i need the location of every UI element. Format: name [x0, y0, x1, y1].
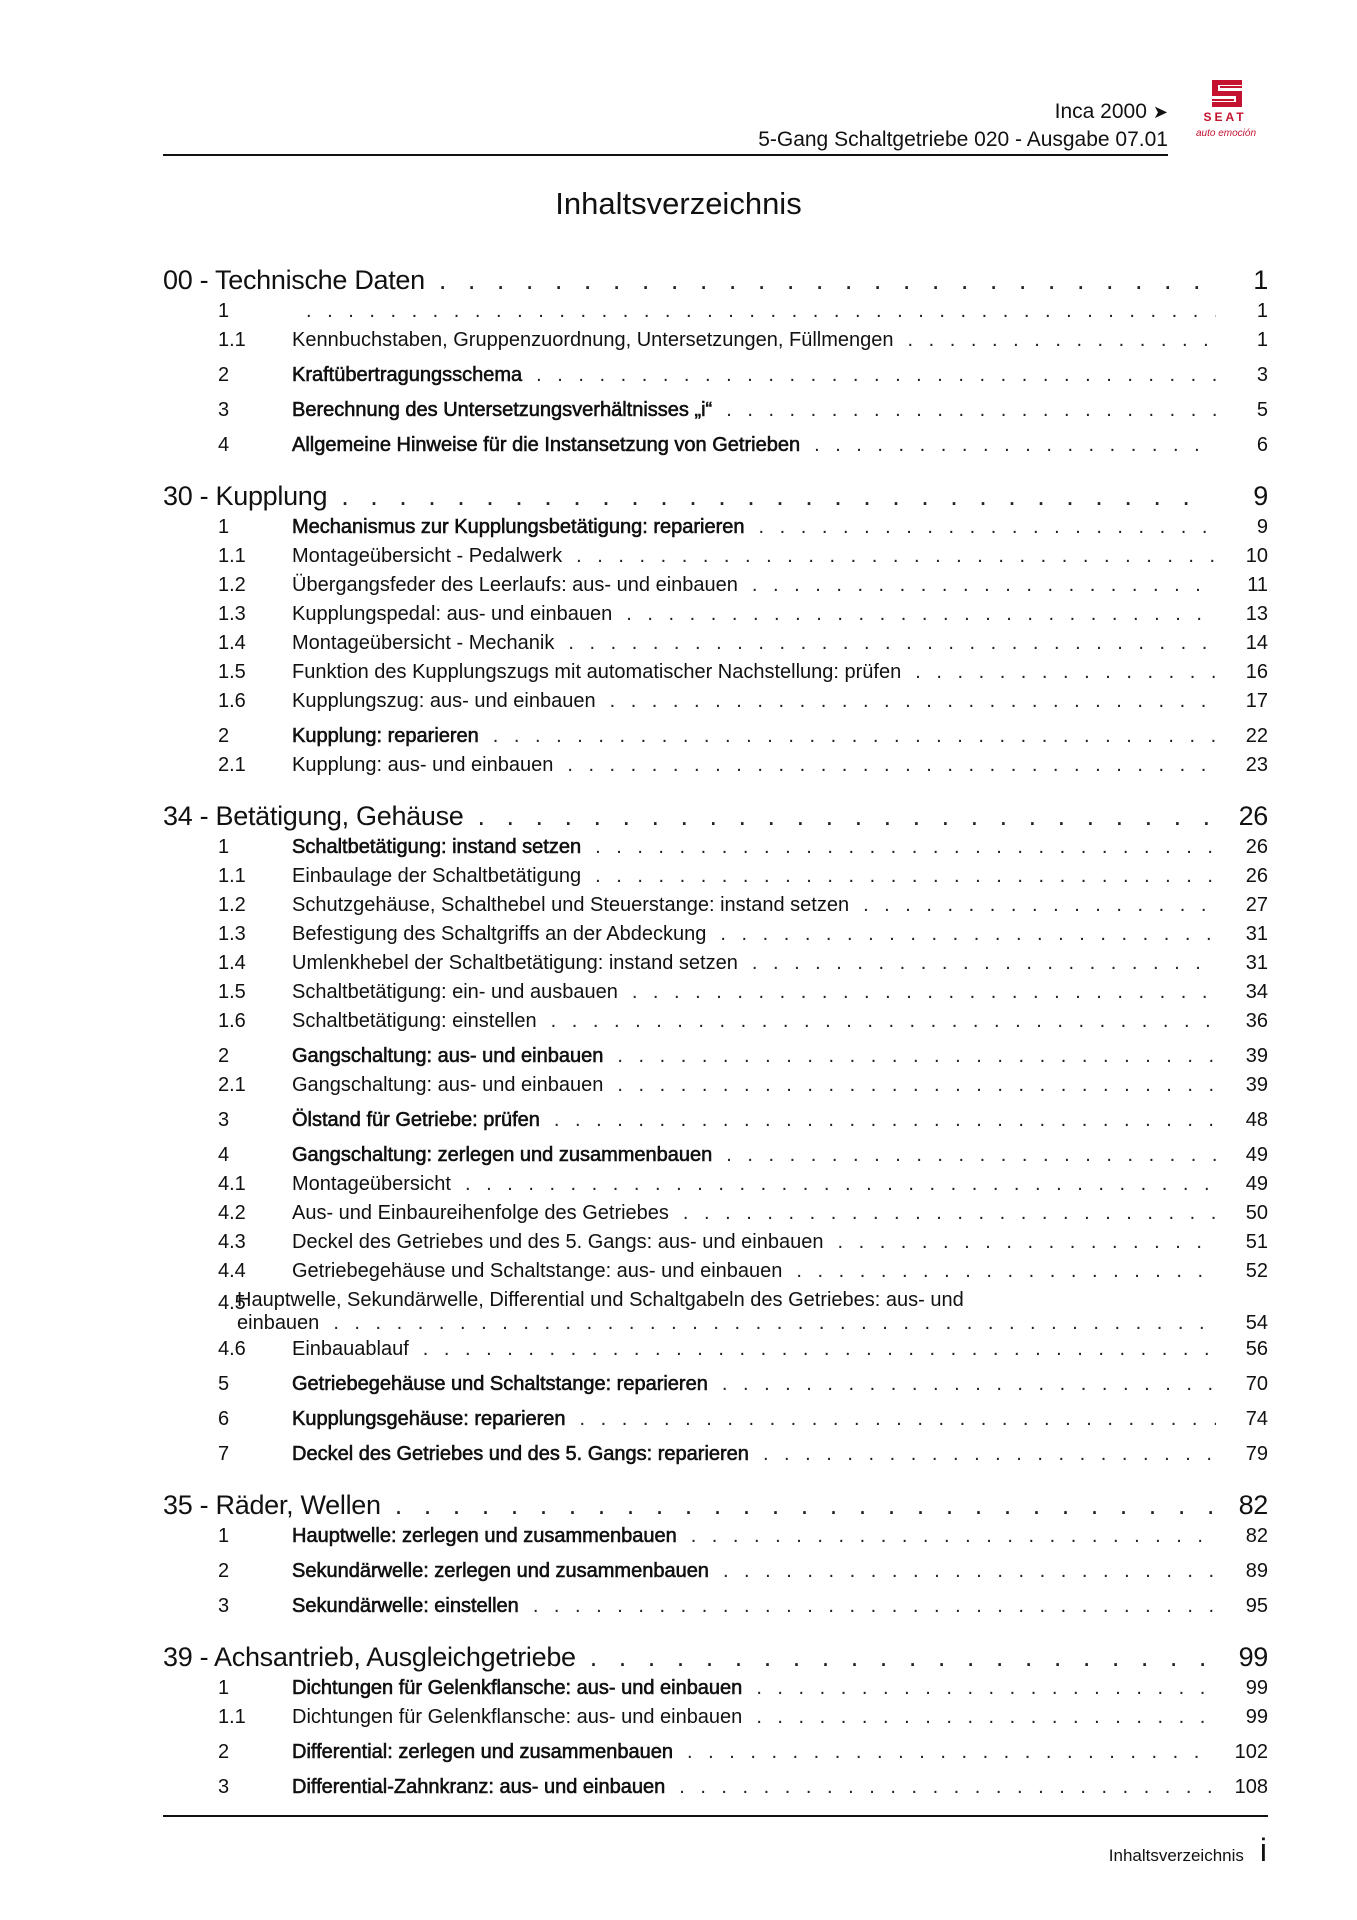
toc-entry-page: 79 — [1245, 1443, 1268, 1465]
toc-entry[interactable] — [163, 1522, 1268, 1551]
dot-leader — [723, 1557, 1216, 1586]
toc-entry-page: 23 — [1245, 754, 1268, 776]
dot-leader — [341, 479, 1212, 513]
toc-entry-number: 4.6 — [218, 1338, 246, 1360]
header-model: Inca 2000 — [1054, 100, 1147, 123]
toc-entry[interactable] — [163, 1335, 1268, 1364]
toc-entry[interactable] — [163, 833, 1268, 862]
toc-entry-page: 99 — [1245, 1677, 1268, 1699]
seat-s-icon — [1176, 80, 1276, 112]
toc-entry-number: 4.3 — [218, 1231, 246, 1253]
dot-leader — [796, 1257, 1216, 1286]
toc-entry-page: 39 — [1245, 1045, 1268, 1067]
toc-entry-number: 1.3 — [218, 603, 246, 625]
toc-entry-page: 17 — [1245, 690, 1268, 712]
dot-leader — [632, 978, 1216, 1007]
toc-entry-title: Kupplungszug: aus- und einbauen — [292, 690, 596, 712]
seat-logo — [1176, 80, 1276, 142]
toc-entry-number: 1.2 — [218, 894, 246, 916]
toc-chapter-page: 1 — [1253, 265, 1268, 295]
toc-entry-title: Umlenkhebel der Schaltbetätigung: instand setzen — [292, 952, 738, 974]
toc-entry-number: 2.1 — [218, 1074, 246, 1096]
dot-leader — [837, 1228, 1216, 1257]
toc-entry[interactable] — [163, 1773, 1268, 1802]
toc-entry[interactable] — [163, 1557, 1268, 1586]
toc-entry-page: 49 — [1245, 1144, 1268, 1166]
toc-entry[interactable] — [163, 1257, 1268, 1286]
dot-leader — [595, 833, 1216, 862]
toc-entry-number: 1.5 — [218, 661, 246, 683]
dot-leader — [590, 1640, 1212, 1674]
toc-entry[interactable] — [163, 1405, 1268, 1434]
toc-entry-title: Getriebegehäuse und Schaltstange: aus- und einbauen — [292, 1260, 783, 1282]
toc-entry[interactable] — [163, 326, 1268, 355]
toc-entry-number: 4.1 — [218, 1173, 246, 1195]
toc-entry-page: 48 — [1245, 1109, 1268, 1131]
toc-entry[interactable] — [163, 1007, 1268, 1036]
toc-entry-page: 5 — [1256, 399, 1268, 421]
dot-leader — [687, 1738, 1216, 1767]
toc-entry[interactable] — [163, 396, 1268, 425]
toc-chapter-page: 99 — [1238, 1642, 1268, 1672]
toc-entry[interactable] — [163, 978, 1268, 1007]
toc-entry-page: 13 — [1245, 603, 1268, 625]
dot-leader — [752, 571, 1216, 600]
page-footer — [1109, 1832, 1267, 1869]
toc-entry-number: 1 — [218, 1677, 230, 1699]
dot-leader — [306, 297, 1216, 326]
toc-entry-page: 26 — [1245, 836, 1268, 858]
toc-entry-number: 1 — [218, 516, 230, 538]
toc-entry-title: Montageübersicht - Mechanik — [292, 632, 555, 654]
toc-entry-title: Aus- und Einbaureihenfolge des Getriebes — [292, 1202, 669, 1224]
toc-entry-number: 3 — [218, 1595, 230, 1617]
dot-leader — [726, 396, 1216, 425]
toc-chapter[interactable] — [163, 479, 1268, 513]
toc-entry[interactable] — [163, 1106, 1268, 1135]
dot-leader — [759, 513, 1217, 542]
dot-leader — [756, 1674, 1216, 1703]
dot-leader — [617, 1042, 1216, 1071]
toc-entry[interactable] — [163, 297, 1268, 326]
toc-entry-page: 39 — [1245, 1074, 1268, 1096]
toc-chapter-title: 34 - Betätigung, Gehäuse — [163, 801, 464, 831]
dot-leader — [595, 862, 1216, 891]
toc-entry-number: 1.5 — [218, 981, 246, 1003]
toc-entry-number: 1.2 — [218, 574, 246, 596]
dot-leader — [465, 1170, 1216, 1199]
toc-entry-number: 4.4 — [218, 1260, 246, 1282]
toc-entry-page: 14 — [1245, 632, 1268, 654]
toc-chapter[interactable] — [163, 799, 1268, 833]
dot-leader — [679, 1773, 1216, 1802]
arrow-right-icon: ➤ — [1152, 102, 1168, 122]
toc-entry-page: 3 — [1256, 364, 1268, 386]
dot-leader — [493, 722, 1216, 751]
toc-entry[interactable] — [163, 862, 1268, 891]
toc-entry-number: 3 — [218, 1776, 230, 1798]
toc-entry-page: 49 — [1245, 1173, 1268, 1195]
toc-entry-page: 1 — [1256, 329, 1268, 351]
toc-entry-number: 1.6 — [218, 1010, 246, 1032]
toc-entry-number: 4.2 — [218, 1202, 246, 1224]
toc-entry-title: Montageübersicht - Pedalwerk — [292, 545, 563, 567]
toc-entry-title: Differential: zerlegen und zusammenbauen — [292, 1741, 673, 1763]
toc-entry-page: 31 — [1245, 952, 1268, 974]
logo-slogan: auto emoción — [1195, 128, 1257, 139]
toc-entry[interactable] — [163, 571, 1268, 600]
toc-entry-number: 2 — [218, 1560, 230, 1582]
toc-entry[interactable] — [163, 1199, 1268, 1228]
toc-entry-number: 5 — [218, 1373, 230, 1395]
toc-entry-number: 1.4 — [218, 632, 246, 654]
toc-entry-number: 4 — [218, 1144, 230, 1166]
toc-entry-number: 1.1 — [218, 1706, 246, 1728]
dot-leader — [763, 1440, 1216, 1469]
toc-entry[interactable] — [163, 1071, 1268, 1100]
dot-leader — [691, 1522, 1216, 1551]
dot-leader — [423, 1335, 1216, 1364]
toc-entry[interactable] — [163, 629, 1268, 658]
dot-leader — [626, 600, 1216, 629]
toc-entry-page: 9 — [1256, 516, 1268, 538]
dot-leader — [568, 629, 1216, 658]
dot-leader — [551, 1007, 1216, 1036]
toc-entry[interactable] — [163, 361, 1268, 390]
toc-entry[interactable] — [163, 542, 1268, 571]
dot-leader — [752, 949, 1216, 978]
toc-entry-page: 95 — [1245, 1595, 1268, 1617]
toc-entry-number: 1 — [218, 300, 230, 322]
toc-entry-title: Ölstand für Getriebe: prüfen — [292, 1109, 540, 1131]
toc-entry-number: 2 — [218, 364, 230, 386]
toc-entry-page: 11 — [1247, 574, 1268, 596]
toc-entry-page: 54 — [1245, 1312, 1268, 1334]
toc-entry-title: Sekundärwelle: zerlegen und zusammenbauen — [292, 1560, 709, 1582]
toc-entry[interactable] — [163, 1674, 1268, 1703]
toc-chapter-title: 30 - Kupplung — [163, 481, 328, 511]
toc-entry-number: 7 — [218, 1443, 230, 1465]
toc-entry[interactable] — [163, 891, 1268, 920]
toc-entry-page: 56 — [1245, 1338, 1268, 1360]
toc-entry[interactable] — [163, 1141, 1268, 1170]
footer-divider — [163, 1815, 1268, 1817]
toc-entry-number: 3 — [218, 1109, 230, 1131]
toc-entry-page: 6 — [1256, 434, 1268, 456]
toc-entry-title: Funktion des Kupplungszugs mit automatischer Nachstellung: prüfen — [292, 661, 902, 683]
toc-chapter-title: 35 - Räder, Wellen — [163, 1490, 381, 1520]
toc-entry-title: Dichtungen für Gelenkflansche: aus- und einbauen — [292, 1677, 743, 1699]
dot-leader — [683, 1199, 1216, 1228]
toc-entry-page: 1 — [1256, 300, 1268, 322]
toc-entry[interactable] — [163, 949, 1268, 978]
dot-leader — [478, 799, 1212, 833]
dot-leader — [395, 1488, 1212, 1522]
toc-entry[interactable] — [163, 1738, 1268, 1767]
toc-entry[interactable] — [163, 1592, 1268, 1621]
toc-entry-title: Gangschaltung: zerlegen und zusammenbauen — [292, 1144, 713, 1166]
toc-entry-page: 102 — [1234, 1741, 1268, 1763]
dot-leader — [567, 751, 1216, 780]
toc-entry-title: Kraftübertragungsschema — [292, 364, 523, 386]
toc-entry[interactable] — [163, 1703, 1268, 1732]
header-divider — [163, 154, 1168, 156]
toc-entry-title: Hauptwelle, Sekundärwelle, Differential und Schaltgabeln des Getriebes: aus- und — [237, 1289, 964, 1311]
toc-entry-title: Einbaulage der Schaltbetätigung — [292, 865, 582, 887]
toc-entry-page: 50 — [1245, 1202, 1268, 1224]
toc-entry-title: Berechnung des Untersetzungsverhältnisses „i“ — [292, 399, 713, 421]
toc-entry-continuation — [237, 1312, 1268, 1335]
toc-entry[interactable] — [163, 920, 1268, 949]
toc-entry-title: Dichtungen für Gelenkflansche: aus- und einbauen — [292, 1706, 743, 1728]
dot-leader — [915, 658, 1216, 687]
toc-entry[interactable] — [163, 600, 1268, 629]
toc-chapter-title: 00 - Technische Daten — [163, 265, 425, 295]
table-of-contents — [163, 263, 1268, 1802]
dot-leader — [720, 920, 1216, 949]
toc-entry-number: 1.1 — [218, 329, 246, 351]
toc-entry-title: Kupplungspedal: aus- und einbauen — [292, 603, 613, 625]
toc-entry-number: 4 — [218, 434, 230, 456]
toc-entry-page: 52 — [1245, 1260, 1268, 1282]
toc-entry-title: Schaltbetätigung: instand setzen — [292, 836, 582, 858]
toc-entry-title: Kennbuchstaben, Gruppenzuordnung, Untersetzungen, Füllmengen — [292, 329, 894, 351]
toc-entry-page: 51 — [1245, 1231, 1268, 1253]
dot-leader — [814, 431, 1216, 460]
footer-page-number: i — [1259, 1832, 1267, 1868]
page-header — [163, 96, 1168, 156]
dot-leader — [580, 1405, 1216, 1434]
dot-leader — [576, 542, 1216, 571]
toc-entry-number: 4.5 — [218, 1292, 246, 1314]
toc-chapter[interactable] — [163, 1640, 1268, 1674]
toc-entry[interactable] — [163, 658, 1268, 687]
toc-entry-title: Kupplungsgehäuse: reparieren — [292, 1408, 566, 1430]
toc-entry-title: Befestigung des Schaltgriffs an der Abdeckung — [292, 923, 707, 945]
toc-entry[interactable] — [163, 431, 1268, 460]
toc-entry-number: 3 — [218, 399, 230, 421]
toc-chapter[interactable] — [163, 1488, 1268, 1522]
dot-leader — [722, 1370, 1216, 1399]
toc-entry[interactable] — [163, 751, 1268, 780]
toc-entry-title: Mechanismus zur Kupplungsbetätigung: reparieren — [292, 516, 745, 538]
toc-entry-number: 1.1 — [218, 865, 246, 887]
toc-entry-number: 2 — [218, 1045, 230, 1067]
toc-entry[interactable] — [163, 1440, 1268, 1469]
toc-entry-title: Hauptwelle: zerlegen und zusammenbauen — [292, 1525, 677, 1547]
dot-leader — [726, 1141, 1216, 1170]
toc-entry-page: 89 — [1245, 1560, 1268, 1582]
dot-leader — [439, 263, 1212, 297]
toc-entry-number: 1.3 — [218, 923, 246, 945]
toc-entry-page: 10 — [1245, 545, 1268, 567]
toc-chapter-page: 26 — [1238, 801, 1268, 831]
toc-entry-number: 1 — [218, 1525, 230, 1547]
dot-leader — [536, 361, 1216, 390]
toc-entry-number: 2.1 — [218, 754, 246, 776]
toc-entry-title: Kupplung: aus- und einbauen — [292, 754, 554, 776]
dot-leader — [610, 687, 1216, 716]
logo-text: SEAT — [1203, 110, 1247, 124]
toc-entry[interactable] — [163, 1286, 1268, 1335]
toc-entry-page: 27 — [1245, 894, 1268, 916]
toc-entry[interactable] — [163, 1170, 1268, 1199]
toc-chapter-title: 39 - Achsantrieb, Ausgleichgetriebe — [163, 1642, 576, 1672]
toc-chapter-page: 9 — [1253, 481, 1268, 511]
toc-entry-title: Deckel des Getriebes und des 5. Gangs: reparieren — [292, 1443, 749, 1465]
toc-entry-title: Sekundärwelle: einstellen — [292, 1595, 519, 1617]
toc-entry-title: Getriebegehäuse und Schaltstange: reparieren — [292, 1373, 708, 1395]
toc-entry-number: 1.4 — [218, 952, 246, 974]
toc-entry-page: 99 — [1245, 1706, 1268, 1728]
toc-entry-number: 1 — [218, 836, 230, 858]
dot-leader — [908, 326, 1216, 355]
footer-label: Inhaltsverzeichnis — [1108, 1846, 1244, 1865]
toc-entry-page: 74 — [1245, 1408, 1268, 1430]
toc-entry-title: Montageübersicht — [292, 1173, 451, 1195]
toc-entry[interactable] — [163, 513, 1268, 542]
dot-leader — [863, 891, 1216, 920]
toc-entry-title: Allgemeine Hinweise für die Instansetzung von Getrieben — [292, 434, 801, 456]
toc-entry-page: 34 — [1245, 981, 1268, 1003]
toc-entry-title: Differential-Zahnkranz: aus- und einbauen — [292, 1776, 666, 1798]
toc-entry-title-cont: einbauen — [237, 1312, 320, 1334]
toc-entry-page: 31 — [1245, 923, 1268, 945]
dot-leader — [554, 1106, 1216, 1135]
toc-entry-title: Schaltbetätigung: ein- und ausbauen — [292, 981, 618, 1003]
toc-entry-title: Kupplung: reparieren — [292, 725, 479, 747]
toc-chapter[interactable] — [163, 263, 1268, 297]
toc-entry-page: 26 — [1245, 865, 1268, 887]
dot-leader — [333, 1312, 1216, 1335]
toc-entry-number: 2 — [218, 1741, 230, 1763]
toc-entry-title: Gangschaltung: aus- und einbauen — [292, 1074, 604, 1096]
toc-entry-title: Deckel des Getriebes und des 5. Gangs: aus- und einbauen — [292, 1231, 824, 1253]
toc-entry-number: 2 — [218, 725, 230, 747]
page-title: Inhaltsverzeichnis — [555, 186, 802, 221]
toc-entry-page: 108 — [1234, 1776, 1268, 1798]
toc-chapter-page: 82 — [1238, 1490, 1268, 1520]
dot-leader — [533, 1592, 1216, 1621]
toc-entry[interactable] — [163, 1228, 1268, 1257]
toc-entry[interactable] — [163, 687, 1268, 716]
toc-entry-page: 36 — [1245, 1010, 1268, 1032]
header-model-line — [1055, 100, 1168, 124]
toc-entry-number: 1.1 — [218, 545, 246, 567]
toc-entry-title: Schaltbetätigung: einstellen — [292, 1010, 537, 1032]
toc-entry-title: Gangschaltung: aus- und einbauen — [292, 1045, 604, 1067]
toc-entry-number: 1.6 — [218, 690, 246, 712]
toc-entry-title: Schutzgehäuse, Schalthebel und Steuerstange: instand setzen — [292, 894, 850, 916]
header-subtitle: 5-Gang Schaltgetriebe 020 - Ausgabe 07.01 — [758, 128, 1168, 151]
toc-entry[interactable] — [163, 1370, 1268, 1399]
toc-entry-page: 70 — [1245, 1373, 1268, 1395]
toc-entry-page: 16 — [1245, 661, 1268, 683]
toc-entry[interactable] — [163, 722, 1268, 751]
dot-leader — [756, 1703, 1216, 1732]
toc-entry-number: 6 — [218, 1408, 230, 1430]
toc-entry-page: 22 — [1245, 725, 1268, 747]
toc-entry[interactable] — [163, 1042, 1268, 1071]
toc-entry-page: 82 — [1245, 1525, 1268, 1547]
toc-entry-title: Einbauablauf — [292, 1338, 409, 1360]
toc-entry-title: Übergangsfeder des Leerlaufs: aus- und einbauen — [292, 574, 738, 596]
dot-leader — [617, 1071, 1216, 1100]
